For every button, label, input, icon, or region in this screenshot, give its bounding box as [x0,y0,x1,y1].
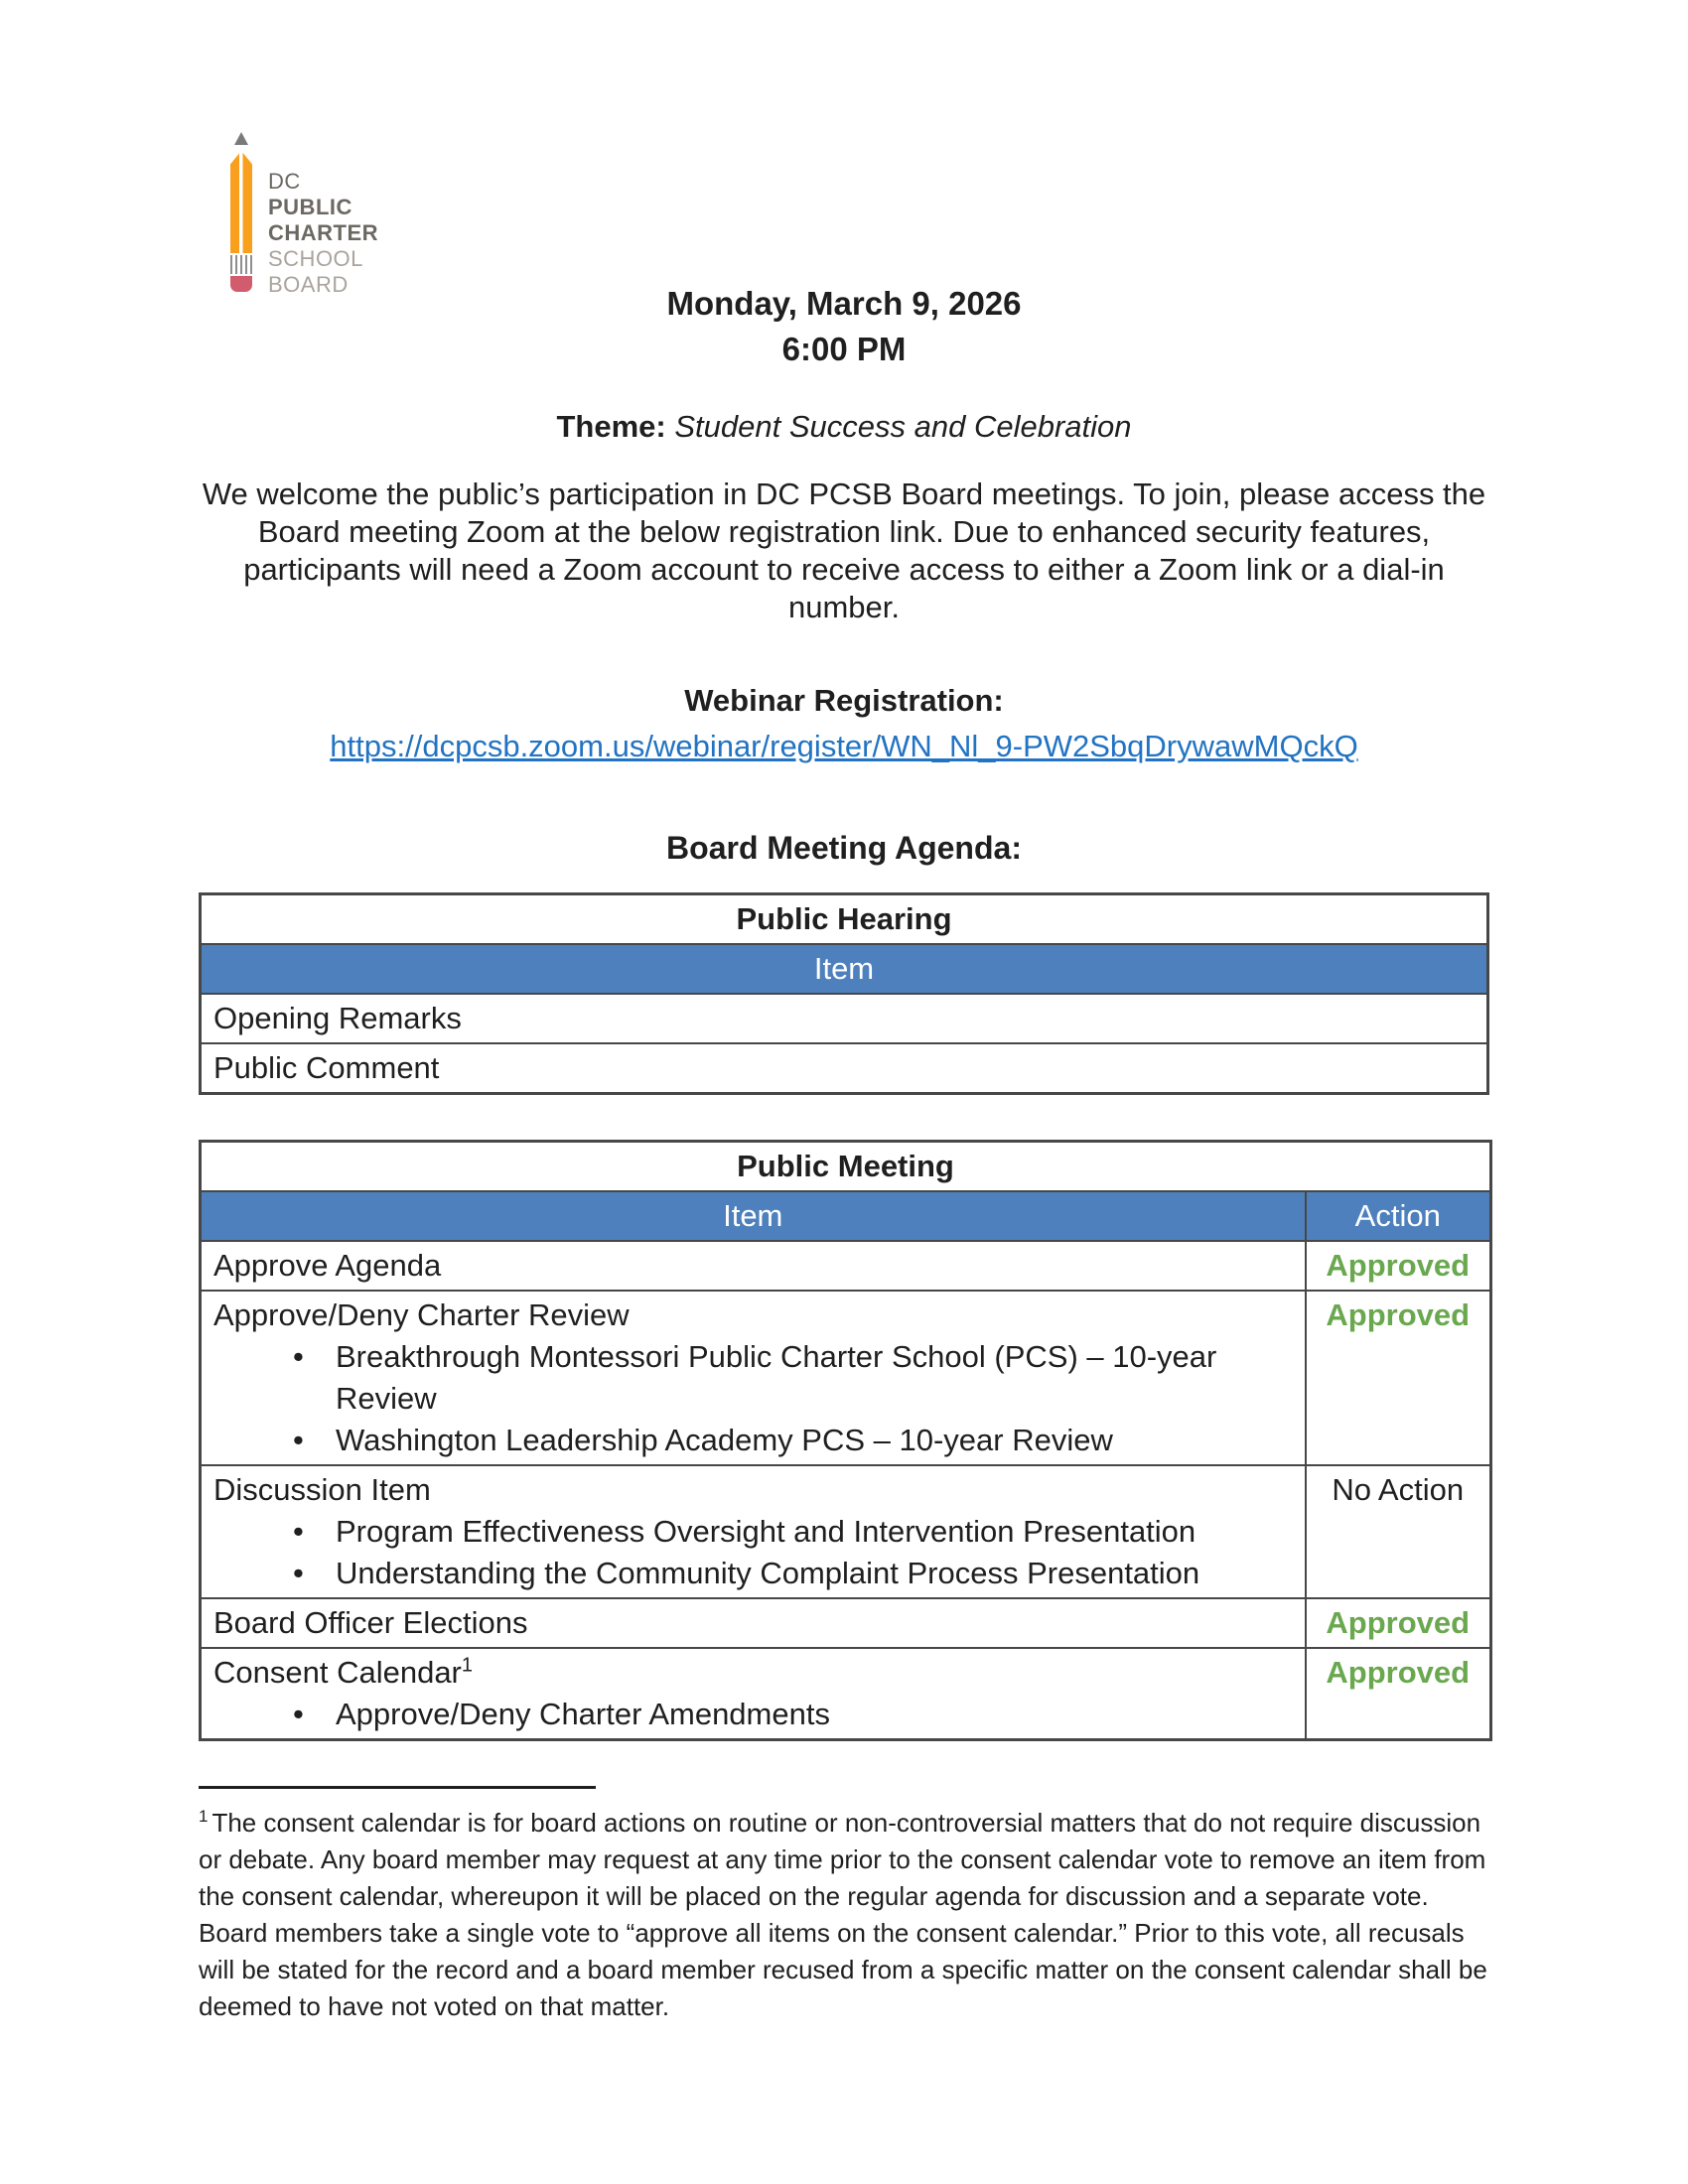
webinar-registration-heading: Webinar Registration: [684,683,1004,718]
pencil-icon [230,132,252,291]
table-title-cell: Public Meeting [201,1142,1491,1192]
agenda-item-text: Approve Agenda [213,1248,442,1283]
agenda-bullet-list [213,1694,1293,1735]
table-header-row [201,1191,1491,1241]
meeting-time: 6:00 PM [781,331,907,367]
footnote-reference: 1 [461,1654,474,1677]
agenda-bullet-item: • Program Effectiveness Oversight and Intervention Presentation [293,1511,1293,1553]
agenda-bullet-item: • Breakthrough Montessori Public Charter School (PCS) – 10-year Review [293,1336,1293,1420]
table-title-row [201,1142,1491,1192]
theme-value: Student Success and Celebration [674,409,1132,444]
theme-label: Theme: [556,409,666,444]
agenda-item-text: Discussion Item [213,1472,431,1507]
agenda-item-cell [201,1648,1306,1740]
table-title-row [201,894,1488,945]
footnote [199,1805,1495,2025]
agenda-item-text: Opening Remarks [213,1001,462,1035]
agenda-action-cell: Approved [1306,1598,1491,1648]
agenda-row [201,1043,1488,1094]
agenda-item-cell [201,1291,1306,1465]
agenda-bullet-item: • Washington Leadership Academy PCS – 10-year Review [293,1420,1293,1461]
logo-text-line: DC [268,169,301,194]
meeting-date: Monday, March 9, 2026 [666,285,1022,322]
agenda-bullet-item: • Understanding the Community Complaint Process Presentation [293,1553,1293,1594]
webinar-registration-link[interactable]: https://dcpcsb.zoom.us/webinar/register/WN_Nl_9-PW2SbqDrywawMQckQ [330,729,1358,763]
public-meeting-table [199,1140,1492,1741]
agenda-action-cell: No Action [1306,1465,1491,1598]
agenda-item-cell [201,994,1488,1043]
column-header-cell: Item [201,1191,1306,1241]
public-hearing-table [199,892,1489,1095]
agenda-item-cell [201,1043,1488,1094]
table-title-cell: Public Hearing [201,894,1488,945]
agenda-row [201,1648,1491,1740]
pencil-shaft-icon [230,151,252,253]
agenda-bullet-list [213,1511,1293,1594]
table-header-row [201,944,1488,994]
theme-line [0,409,1688,445]
logo-text-line: CHARTER [268,220,379,245]
dc-pcsb-logo [230,132,378,298]
agenda-item-text: Consent Calendar [213,1655,462,1690]
agenda-row [201,1291,1491,1465]
logo-text-line: SCHOOL [268,246,363,271]
footnote-text: The consent calendar is for board actions on routine or non-controversial matters that do not require discussion or debate. Any board member may request at any time prior to the consent calendar vote to remove an item from the consent calendar, whereupon it will be placed on the regular agenda for discussion and a separate vote. Board members take a single vote to “approve all items on the consent calendar.” Prior to this vote, all recusals will be stated for the record and a board member recused from a specific matter on the consent calendar shall be deemed to have not voted on that matter. [199,1808,1487,2021]
agenda-action-cell: Approved [1306,1241,1491,1291]
agenda-item-text: Approve/Deny Charter Review [213,1297,630,1332]
agenda-bullet-item: • Approve/Deny Charter Amendments [293,1694,1293,1735]
agenda-action-cell: Approved [1306,1648,1491,1740]
agenda-action-cell: Approved [1306,1291,1491,1465]
agenda-row [201,994,1488,1043]
agenda-item-cell [201,1598,1306,1648]
agenda-item-text: Board Officer Elections [213,1605,528,1640]
logo-text [268,169,378,298]
public-meeting-table-wrap [199,1140,1489,1741]
agenda-bullet-list [213,1336,1293,1461]
logo-text-line: PUBLIC [268,195,352,219]
footnote-marker: 1 [199,1807,209,1827]
agenda-item-text: Public Comment [213,1050,440,1085]
agenda-row [201,1465,1491,1598]
footnote-divider [199,1786,596,1789]
logo-text-line: BOARD [268,272,349,297]
board-meeting-agenda-heading: Board Meeting Agenda: [666,830,1022,866]
agenda-row [201,1598,1491,1648]
column-header-cell: Item [201,944,1488,994]
webinar-link-line [0,729,1688,764]
public-hearing-table-wrap [199,892,1489,1095]
agenda-item-cell [201,1241,1306,1291]
pencil-ferrule-icon [230,255,252,274]
agenda-row [201,1241,1491,1291]
meeting-datetime [0,281,1688,372]
agenda-item-cell [201,1465,1306,1598]
pencil-tip-icon [234,132,248,145]
intro-paragraph: We welcome the public’s participation in DC PCSB Board meetings. To join, please access the Board meeting Zoom at the below registration link. Due to enhanced security features, participants will need a Zoom account to receive access to either a Zoom link or a dial-in number. [202,477,1486,624]
column-header-cell: Action [1306,1191,1491,1241]
